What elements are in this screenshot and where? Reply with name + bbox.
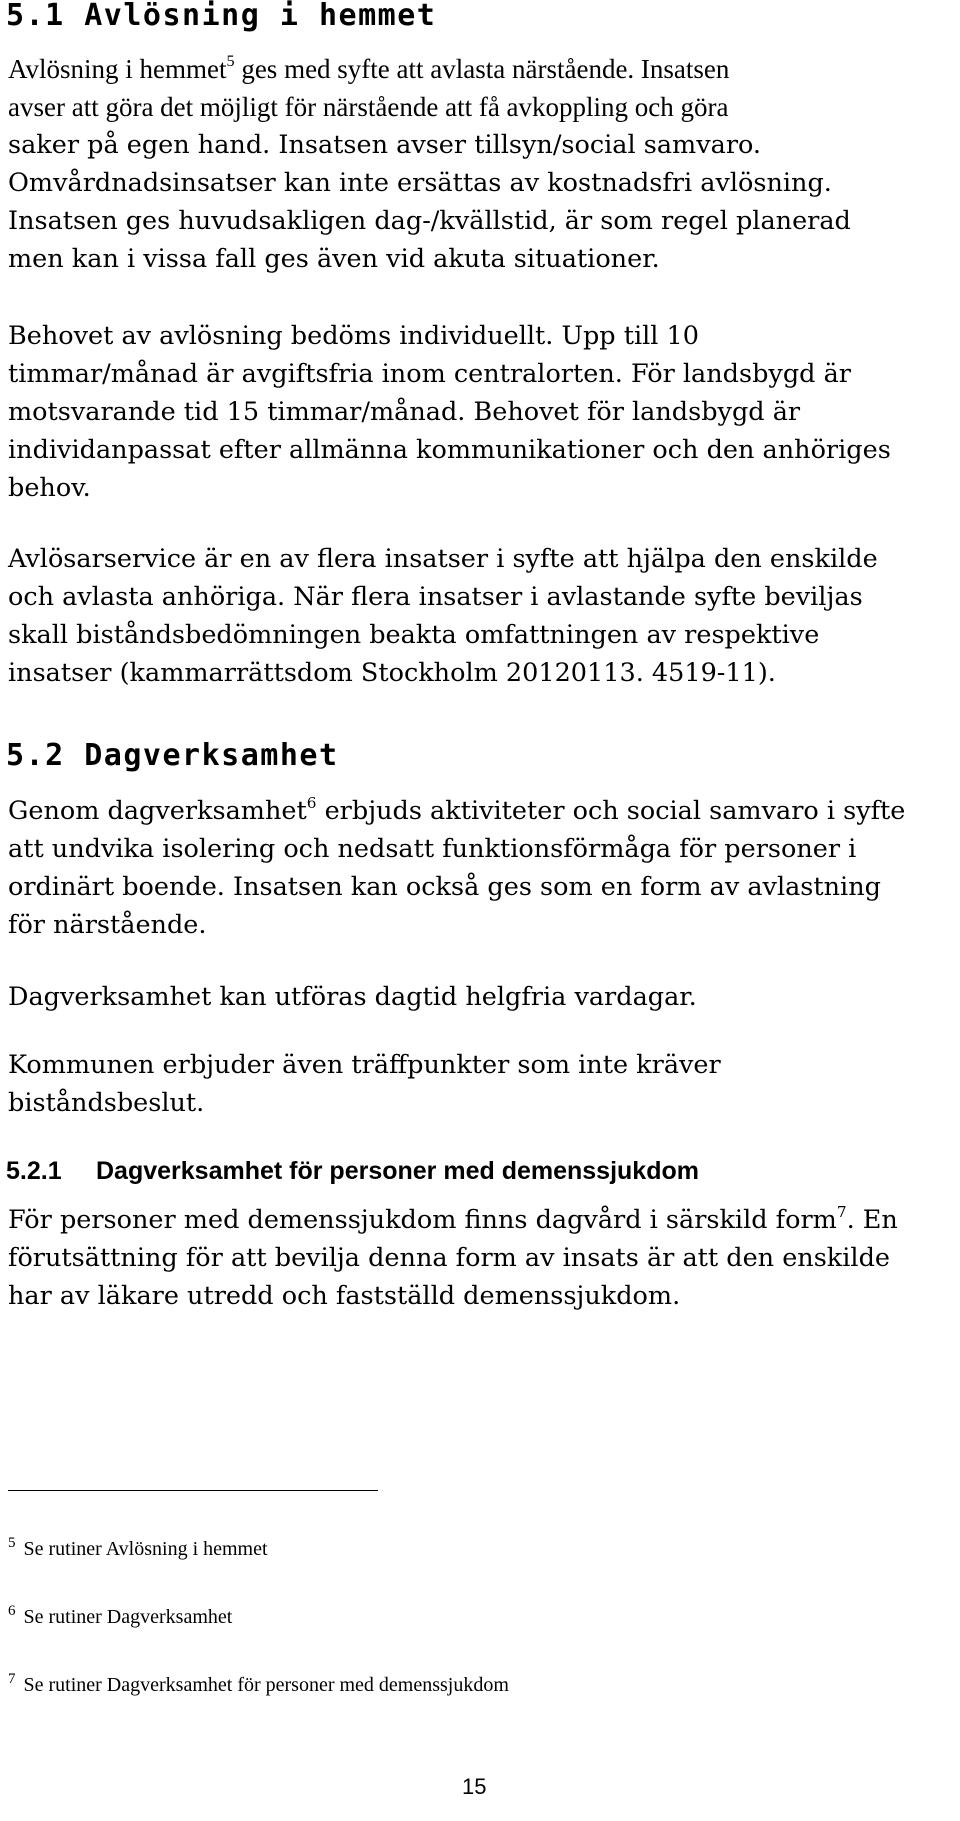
- text-line: Insatsen ges huvudsakligen dag-/kvällstid, är som regel planerad: [8, 206, 851, 236]
- footnote-number: 7: [8, 1671, 16, 1688]
- text-line: motsvarande tid 15 timmar/månad. Behovet för landsbygd är: [8, 397, 801, 427]
- footnote-6: [8, 1605, 232, 1629]
- section-heading-5-1: 5.1 Avlösning i hemmet: [6, 0, 437, 33]
- page-number: 15: [462, 1774, 487, 1799]
- paragraph-dagtid: [8, 978, 953, 1016]
- footnote-7: [8, 1673, 509, 1697]
- footnote-5: [8, 1537, 268, 1561]
- paragraph-demens: [8, 1201, 953, 1315]
- footnote-ref-7: 7: [836, 1202, 847, 1221]
- paragraph-avlosning-intro: [8, 50, 953, 278]
- text-line: Avlösarservice är en av flera insatser i syfte att hjälpa den enskilde: [8, 544, 878, 574]
- section-number: 5.2.1: [6, 1157, 62, 1185]
- text-line: Omvårdnadsinsatser kan inte ersättas av kostnadsfri avlösning.: [8, 168, 832, 198]
- text-run: För personer med demenssjukdom finns dagvård i särskild form: [8, 1205, 837, 1235]
- text-line: för närstående.: [8, 910, 207, 940]
- text-line: att undvika isolering och nedsatt funktionsförmåga för personer i: [8, 834, 857, 864]
- text-line: behov.: [8, 473, 91, 503]
- text-line: och avlasta anhöriga. När flera insatser i avlastande syfte beviljas: [8, 582, 863, 612]
- text-line: biståndsbeslut.: [8, 1088, 205, 1118]
- footnote-ref-6: 6: [306, 793, 317, 812]
- text-line: [8, 1201, 953, 1239]
- footnote-ref-5: 5: [226, 52, 235, 71]
- text-line: [8, 792, 953, 830]
- text-line: avser att göra det möjligt för närstående att få avkoppling och göra: [8, 92, 729, 122]
- footnote-text: Se rutiner Avlösning i hemmet: [23, 1538, 268, 1560]
- text-line: [8, 50, 953, 88]
- text-run: Genom dagverksamhet: [8, 796, 307, 826]
- text-line: men kan i vissa fall ges även vid akuta situationer.: [8, 244, 660, 274]
- text-line: Kommunen erbjuder även träffpunkter som inte kräver: [8, 1050, 721, 1080]
- text-line: individanpassat efter allmänna kommunikationer och den anhöriges: [8, 435, 891, 465]
- text-line: ordinärt boende. Insatsen kan också ges som en form av avlastning: [8, 872, 881, 902]
- footnote-separator: [8, 1490, 378, 1491]
- section-heading-5-2: 5.2 Dagverksamhet: [6, 738, 339, 773]
- paragraph-dagverksamhet-intro: [8, 792, 953, 944]
- footnote-number: 6: [8, 1603, 16, 1620]
- section-title: Dagverksamhet för personer med demenssjukdom: [96, 1157, 699, 1185]
- paragraph-avlosarservice: [8, 540, 953, 692]
- text-line: saker på egen hand. Insatsen avser tillsyn/social samvaro.: [8, 130, 762, 160]
- text-run: ges med syfte att avlasta närstående. Insatsen: [234, 54, 730, 84]
- paragraph-traffpunkter: [8, 1046, 953, 1122]
- text-run: . En: [846, 1205, 898, 1235]
- text-line: förutsättning för att bevilja denna form av insats är att den enskilde: [8, 1243, 890, 1273]
- section-heading-5-2-1: [6, 1156, 699, 1186]
- text-run: erbjuds aktiviteter och social samvaro i syfte: [316, 796, 906, 826]
- text-line: har av läkare utredd och fastställd demenssjukdom.: [8, 1281, 681, 1311]
- footnote-number: 5: [8, 1535, 16, 1552]
- text-line: timmar/månad är avgiftsfria inom centralorten. För landsbygd är: [8, 359, 851, 389]
- text-line: skall biståndsbedömningen beakta omfattningen av respektive: [8, 620, 820, 650]
- paragraph-behovet: [8, 317, 953, 507]
- footnote-text: Se rutiner Dagverksamhet för personer med demenssjukdom: [23, 1674, 509, 1696]
- footnote-text: Se rutiner Dagverksamhet: [23, 1606, 233, 1628]
- text-run: Avlösning i hemmet: [8, 54, 227, 84]
- text-line: insatser (kammarrättsdom Stockholm 20120113. 4519-11).: [8, 658, 776, 688]
- text-line: Behovet av avlösning bedöms individuellt. Upp till 10: [8, 321, 700, 351]
- text-line: Dagverksamhet kan utföras dagtid helgfria vardagar.: [8, 982, 697, 1012]
